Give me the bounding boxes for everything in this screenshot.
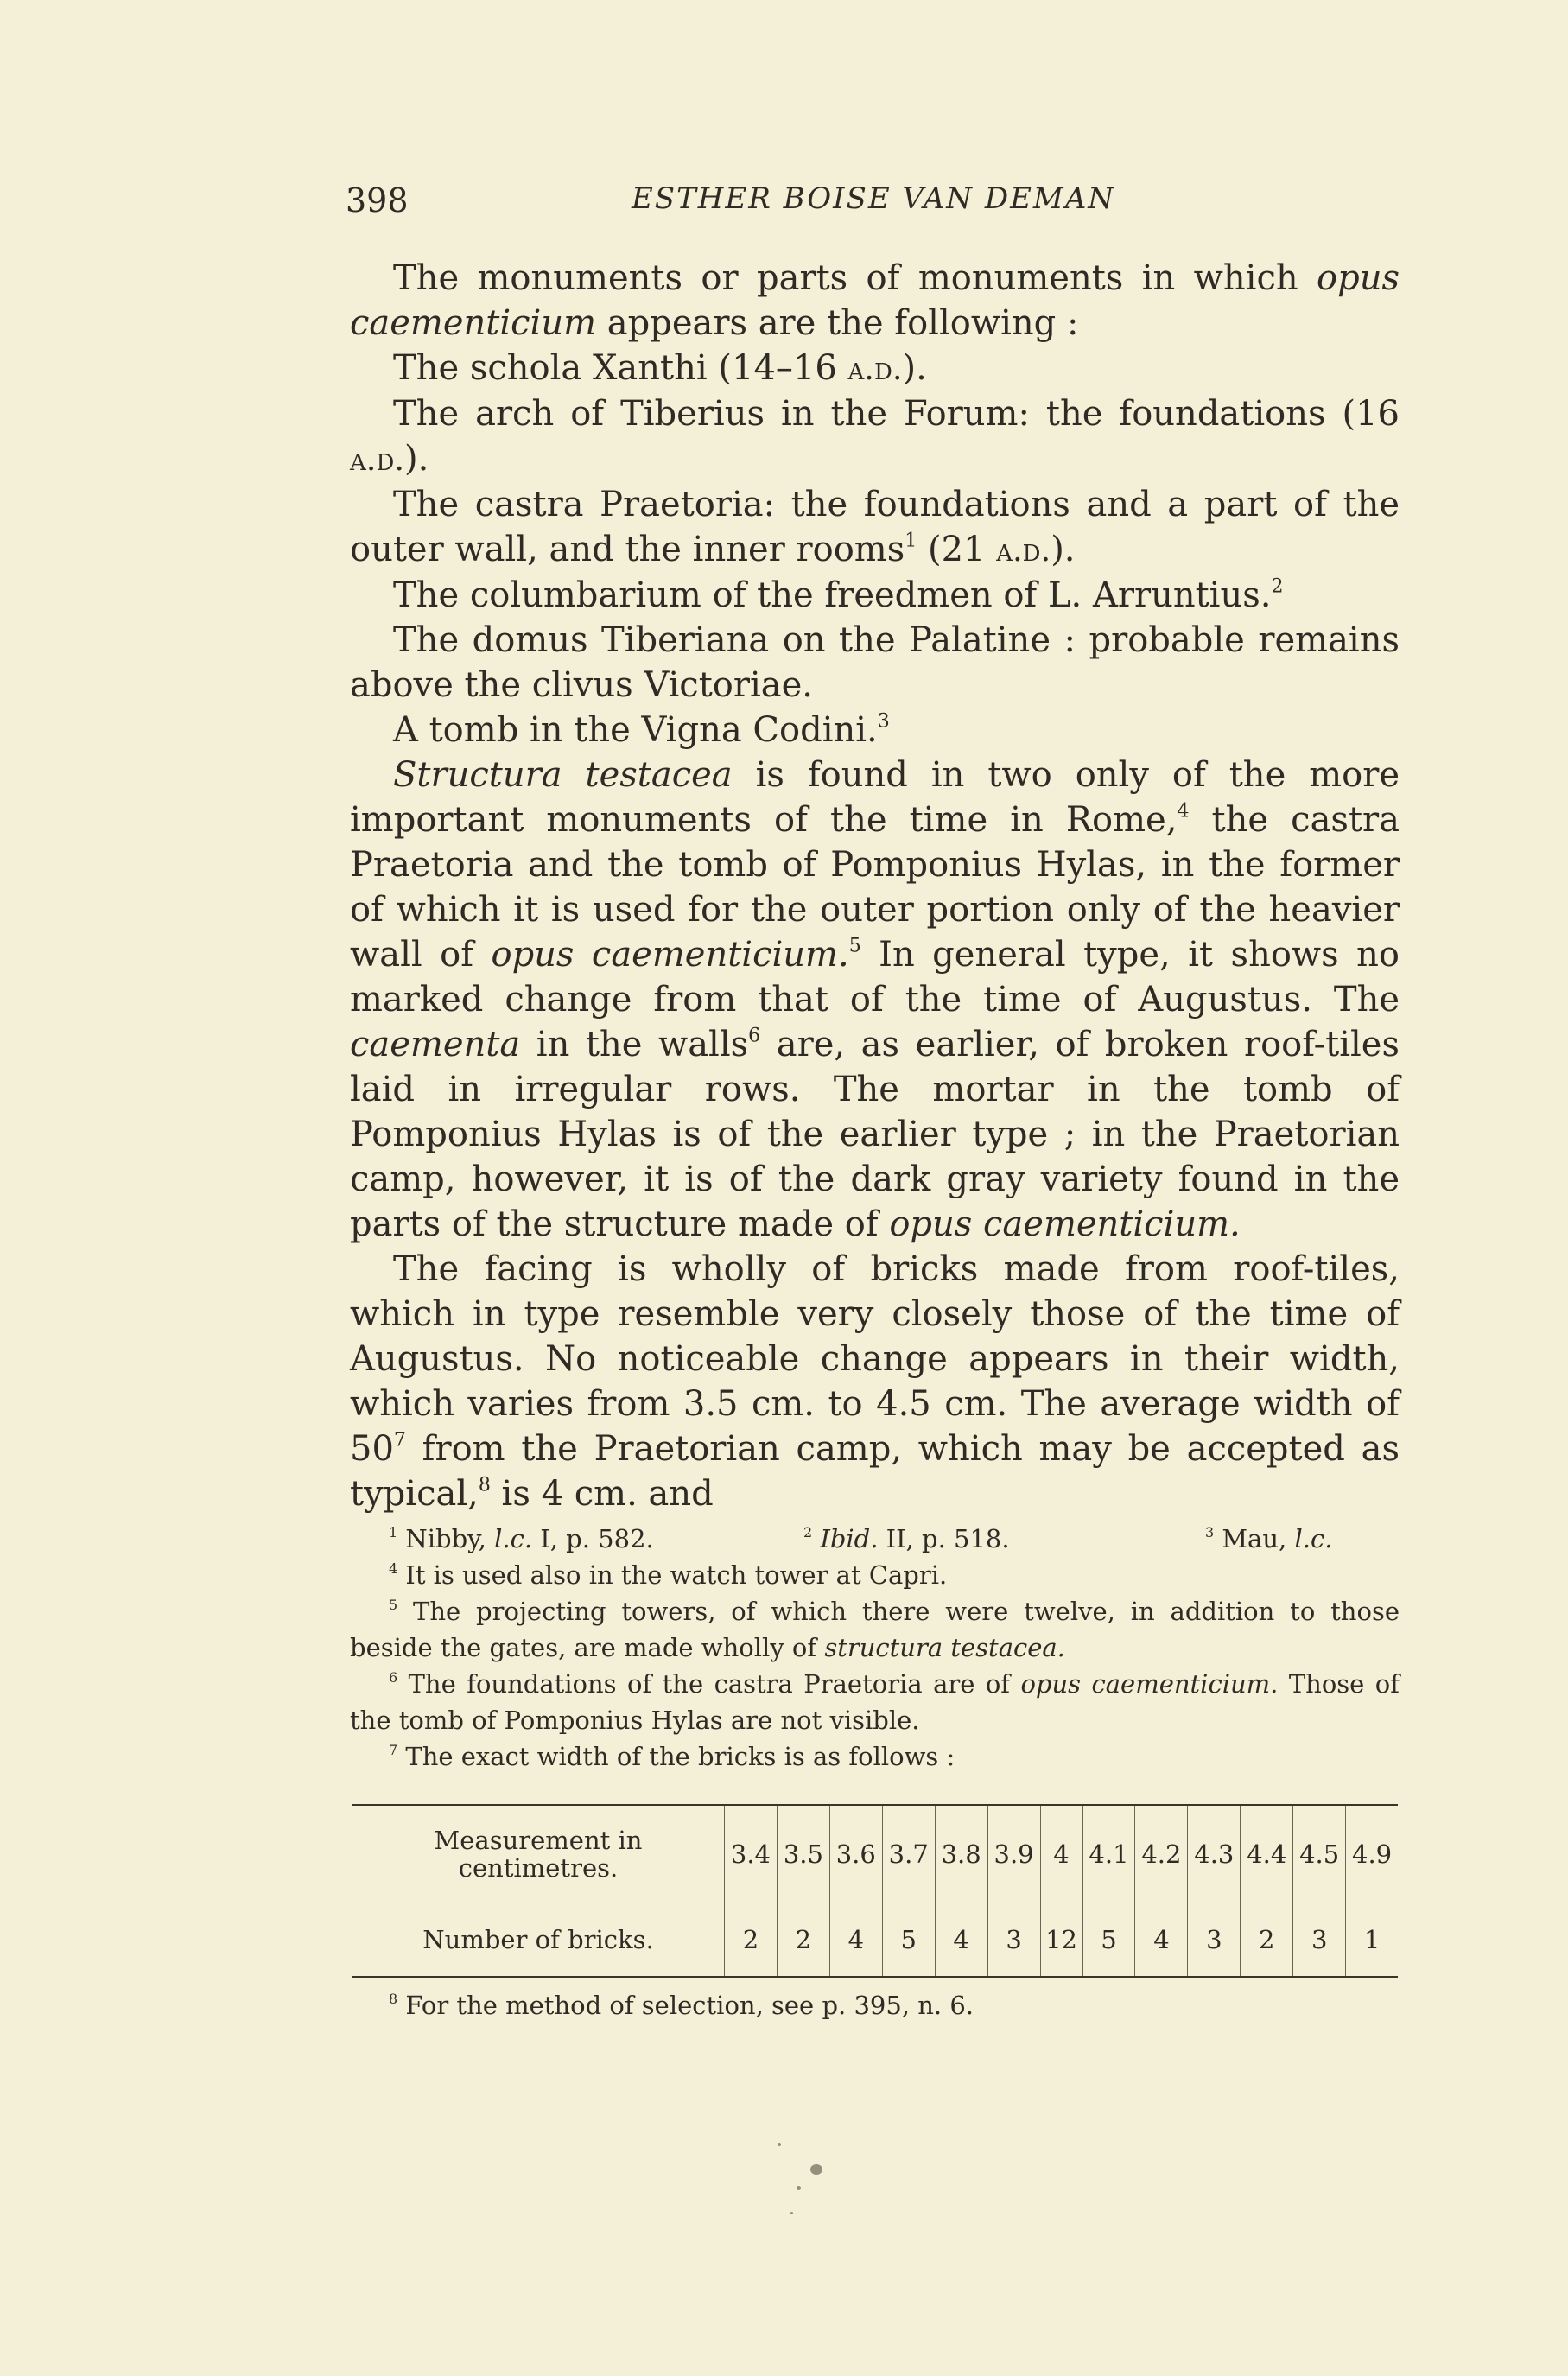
count-cell: 5 <box>1082 1903 1135 1978</box>
page-header <box>346 181 1401 233</box>
list-item-schola-xanthi: The schola Xanthi (14–16 a.d.). <box>393 348 927 388</box>
measurement-cell: 4 <box>1040 1805 1082 1903</box>
footnote-1: $^1$ Nibby, l.c. I, p. 582. <box>389 1524 654 1553</box>
count-cell: 4 <box>829 1903 882 1978</box>
footnote-ref: 7 <box>393 1429 406 1452</box>
paper-speck <box>797 2186 801 2190</box>
measurement-cell: 3.6 <box>829 1805 882 1903</box>
footnote-ref: 6 <box>748 1025 761 1047</box>
count-cell: 12 <box>1040 1903 1082 1978</box>
footnote-ref: 1 <box>905 530 917 552</box>
running-head: ESTHER BOISE VAN DEMAN <box>631 181 1116 216</box>
count-cell: 2 <box>777 1903 829 1978</box>
footnote-ref: 8 <box>478 1474 491 1496</box>
paper-speck <box>790 2212 793 2214</box>
measurement-cell: 4.5 <box>1293 1805 1346 1903</box>
measurement-cell: 3.7 <box>882 1805 935 1903</box>
footnote-6: $^6$ The foundations of the castra Praetoria are of opus caementicium. Those of the tomb of Pomponius Hylas are not visible. <box>350 1669 1400 1735</box>
footnotes <box>350 1521 1400 1775</box>
paragraph-facing: The facing is wholly of bricks made from roof-tiles, which in type resemble very closely those of the time of Augustus. No noticeable change appears in their width, which varies from 3.5 cm. to 4.5 cm. The average width of $50^7$ from the Praetorian camp, which may be accepted as typical,$^8$ is 4 cm. and <box>350 1249 1400 1514</box>
footnote-ref: 2 <box>1271 575 1284 598</box>
measurement-cell: 4.2 <box>1135 1805 1188 1903</box>
footnote-8: $^8$ For the method of selection, see p. 395, n. 6. <box>389 1991 974 2020</box>
list-item-arch-of-tiberius: The arch of Tiberius in the Forum: the foundations (16 a.d.). <box>350 394 1400 479</box>
table-row-label: Measurement in centimetres. <box>352 1805 725 1903</box>
measurement-cell: 4.9 <box>1346 1805 1398 1903</box>
footnote-8-block <box>350 1987 1400 2023</box>
footnote-7: $^7$ The exact width of the bricks is as follows : <box>389 1742 955 1771</box>
footnote-row-1-3 <box>350 1521 1400 1557</box>
count-cell: 1 <box>1346 1903 1398 1978</box>
count-cell: 4 <box>935 1903 987 1978</box>
table-row-measurement <box>352 1805 1398 1903</box>
page-number: 398 <box>346 181 409 219</box>
list-item-domus-tiberiana: The domus Tiberiana on the Palatine : probable remains above the clivus Victoriae. <box>350 620 1400 705</box>
footnote-3: $^3$ Mau, l.c. <box>1205 1524 1333 1553</box>
footnote-ref: 3 <box>877 710 890 733</box>
list-item-columbarium: The columbarium of the freedmen of L. Arruntius.$^2$ <box>393 575 1284 615</box>
paragraph-intro: The monuments or parts of monuments in which opus caementicium appears are the following : <box>350 258 1400 343</box>
count-cell: 5 <box>882 1903 935 1978</box>
measurement-cell: 3.8 <box>935 1805 987 1903</box>
table-row-label: Number of bricks. <box>422 1925 654 1954</box>
footnote-ref: 5 <box>848 935 861 957</box>
measurement-cell: 3.5 <box>777 1805 829 1903</box>
paper-speck <box>778 2143 781 2146</box>
paragraph-structura-testacea: Structura testacea is found in two only of the more important monuments of the time in Rome,$^4$ the castra Praetoria and the tomb of Pomponius Hylas, in the former of which it is used for the outer portion only of the heavier wall of opus caementicium.$^5$ In general type, it shows no marked change from that of the time of Augustus. The caementa in the walls$^6$ are, as earlier, of broken roof-tiles laid in irregular rows. The mortar in the tomb of Pomponius Hylas is of the earlier type ; in the Praetorian camp, however, it is of the dark gray variety found in the parts of the structure made of opus caementicium. <box>350 755 1400 1244</box>
count-cell: 3 <box>987 1903 1040 1978</box>
footnote-ref: 4 <box>1177 800 1190 823</box>
measurement-cell: 4.1 <box>1082 1805 1135 1903</box>
list-item-vigna-codini: A tomb in the Vigna Codini.$^3$ <box>393 710 890 750</box>
footnote-5: $^5$ The projecting towers, of which there were twelve, in addition to those beside the gates, are made wholly of structura testacea. <box>350 1597 1400 1662</box>
measurement-cell: 4.3 <box>1188 1805 1241 1903</box>
body-text <box>350 256 1400 1516</box>
list-item-castra-praetoria: The castra Praetoria: the foundations and a part of the outer wall, and the inner rooms$^1$ (21 a.d.). <box>350 485 1400 569</box>
count-cell: 3 <box>1188 1903 1241 1978</box>
table-row-count <box>352 1903 1398 1978</box>
paper-speck <box>810 2164 822 2175</box>
footnote-2: $^2$ Ibid. II, p. 518. <box>803 1524 1010 1553</box>
measurement-cell: 4.4 <box>1241 1805 1293 1903</box>
measurement-cell: 3.9 <box>987 1805 1040 1903</box>
brick-table <box>352 1804 1398 1978</box>
footnote-4: $^4$ It is used also in the watch tower at Capri. <box>389 1560 948 1590</box>
brick-width-table <box>352 1804 1398 1978</box>
measurement-cell: 3.4 <box>725 1805 778 1903</box>
count-cell: 4 <box>1135 1903 1188 1978</box>
count-cell: 3 <box>1293 1903 1346 1978</box>
count-cell: 2 <box>725 1903 778 1978</box>
count-cell: 2 <box>1241 1903 1293 1978</box>
